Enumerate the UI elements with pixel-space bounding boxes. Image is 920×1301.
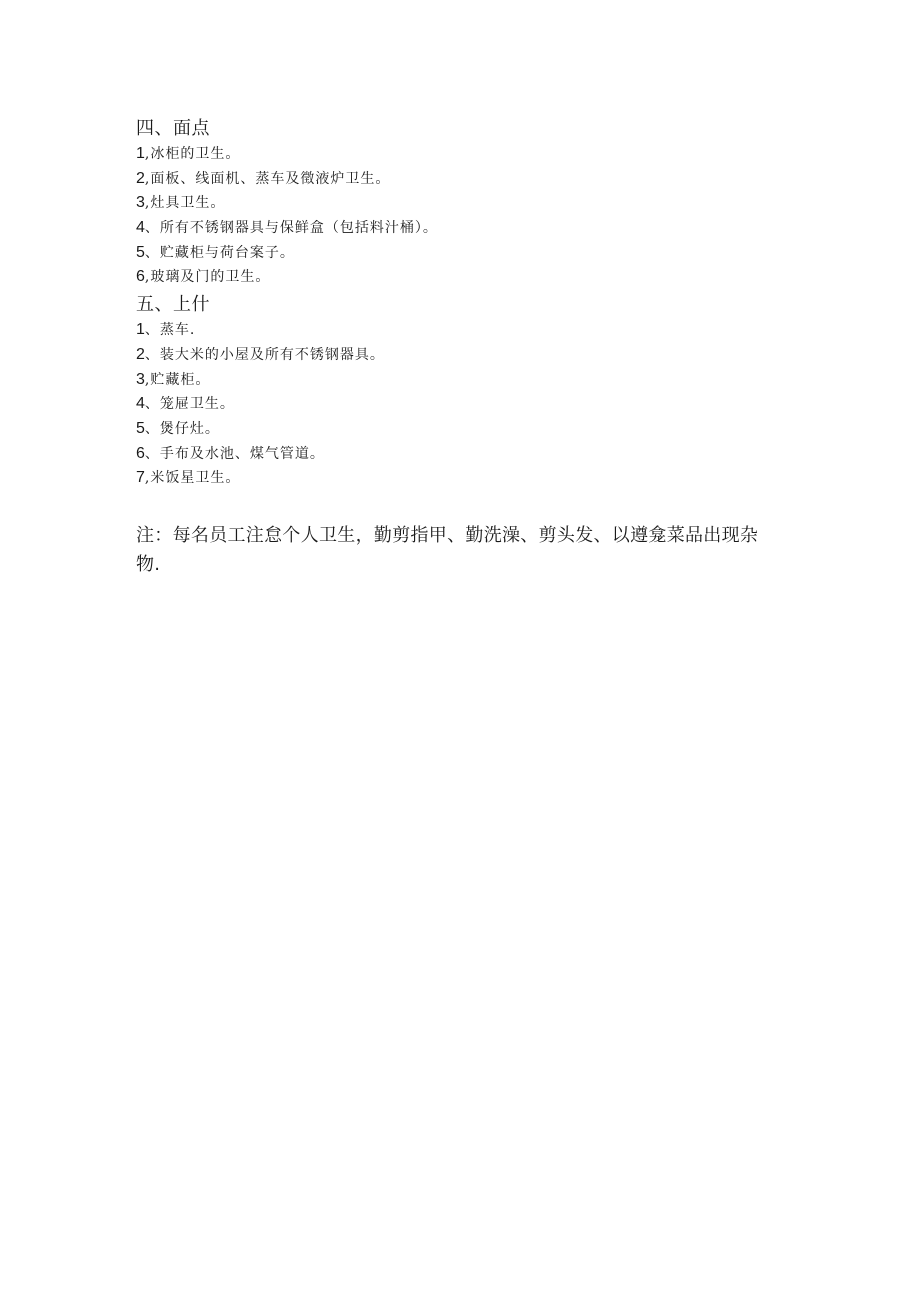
item-number: 4 bbox=[136, 219, 145, 237]
list-item bbox=[136, 241, 816, 266]
document-page bbox=[136, 116, 816, 597]
item-number: 6 bbox=[136, 268, 145, 286]
item-number: 6 bbox=[136, 444, 145, 462]
item-text: ,灶具卫生。 bbox=[144, 195, 226, 212]
list-item bbox=[136, 318, 816, 343]
item-text: 、贮藏柜与荷台案子。 bbox=[144, 244, 295, 261]
section-heading-mianDian: 四、面点 bbox=[136, 118, 210, 139]
item-text: 、所有不锈钢器具与保鲜盒（包括料汁桶）。 bbox=[144, 220, 438, 237]
list-item bbox=[136, 142, 816, 167]
list-item bbox=[136, 167, 816, 192]
list-item bbox=[136, 442, 816, 467]
section-list-shangShi bbox=[136, 318, 816, 491]
item-number: 4 bbox=[136, 395, 145, 413]
list-item bbox=[136, 392, 816, 417]
list-item bbox=[136, 343, 816, 368]
item-number: 7 bbox=[136, 469, 145, 487]
list-item bbox=[136, 265, 816, 290]
list-item bbox=[136, 368, 816, 393]
item-text: 、笼屉卫生。 bbox=[144, 396, 235, 413]
item-text: ,米饭星卫生。 bbox=[144, 470, 241, 487]
list-item bbox=[136, 216, 816, 241]
section-list-mianDian bbox=[136, 142, 816, 290]
section-heading-shangShi: 五、上什 bbox=[136, 294, 210, 316]
list-item bbox=[136, 417, 816, 442]
item-text: ,贮藏柜。 bbox=[144, 371, 211, 388]
item-number: 2 bbox=[136, 345, 145, 363]
item-text: 、手布及水池、煤气管道。 bbox=[144, 445, 325, 462]
hygiene-note: 注：每名员工注怠个人卫生，勤剪指甲、勤洗澡、剪头发、以遵龛菜品出现杂物. bbox=[136, 524, 759, 575]
item-text: ,玻璃及门的卫生。 bbox=[144, 269, 271, 286]
item-number: 1 bbox=[136, 321, 145, 339]
item-text: 、煲仔灶。 bbox=[144, 420, 220, 437]
item-number: 5 bbox=[136, 243, 145, 261]
list-item bbox=[136, 466, 816, 491]
item-text: 、蒸车. bbox=[144, 322, 196, 339]
item-text: ,面板、线面机、蒸车及徵液炉卫生。 bbox=[144, 170, 391, 187]
item-number: 3 bbox=[136, 194, 145, 212]
item-number: 5 bbox=[136, 419, 145, 437]
item-number: 3 bbox=[136, 370, 145, 388]
item-text: 、装大米的小屋及所有不锈钢器具。 bbox=[144, 346, 385, 363]
list-item bbox=[136, 191, 816, 216]
item-text: ,冰柜的卫生。 bbox=[144, 146, 241, 162]
item-number: 1 bbox=[136, 145, 145, 162]
item-number: 2 bbox=[136, 169, 145, 187]
